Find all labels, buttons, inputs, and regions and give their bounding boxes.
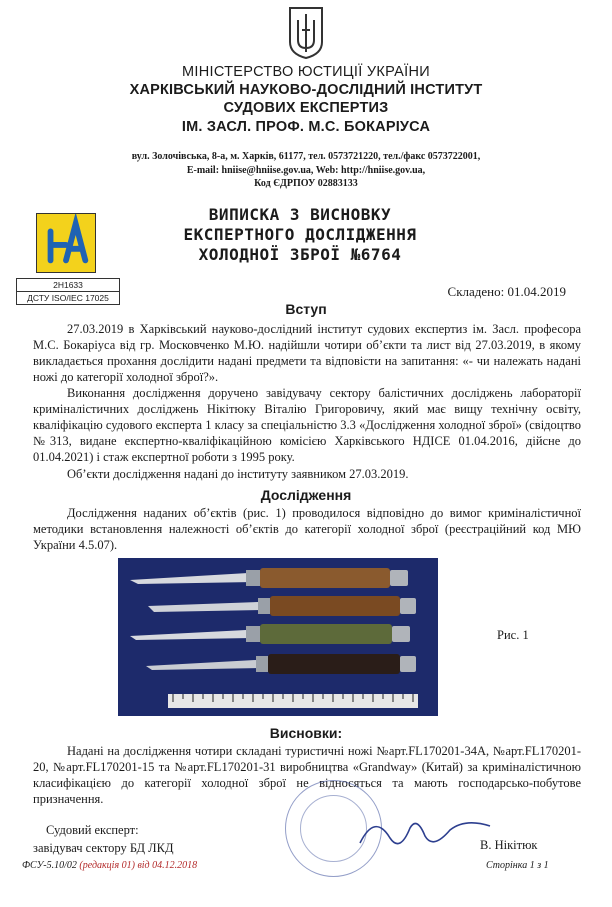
research-paragraph: Дослідження наданих об’єктів (рис. 1) проводилося відповідно до вимог криміналістичної методики встановлення належності об’єктів до категорії холодної зброї (реєстраційний код МЮ України 4.5.07). <box>33 506 581 552</box>
institute-name-line3: ІМ. ЗАСЛ. ПРОФ. М.С. БОКАРІУСА <box>181 119 431 135</box>
ruler-scale <box>168 694 418 708</box>
expert-name: В. Нікітюк <box>480 838 538 852</box>
form-date: від 04.12.2018 <box>137 860 198 871</box>
intro-paragraph-3: Об’єкти дослідження надані до інституту заявником 27.03.2019. <box>67 467 409 481</box>
accreditation-standard: ДСТУ ISO/IEC 17025 <box>27 293 109 303</box>
composed-date: Складено: 01.04.2019 <box>447 284 566 299</box>
contact-line: E-mail: hniise@hniise.gov.ua, Web: http://hniise.gov.ua, <box>186 165 426 176</box>
document-title-line1: ВИПИСКА З ВИСНОВКУ <box>208 205 392 224</box>
form-code <box>22 860 197 871</box>
page-number: Сторінка 1 з 1 <box>486 860 549 871</box>
accreditation-logo-icon <box>36 213 96 273</box>
form-code-number: ФСУ-5.10/02 <box>22 860 77 871</box>
expert-role-line2: завідувач сектору БД ЛКД <box>33 841 174 855</box>
expert-role-line1: Судовий експерт: <box>46 823 139 837</box>
document-title-line2: ЕКСПЕРТНОГО ДОСЛІДЖЕННЯ <box>183 225 417 244</box>
intro-heading: Вступ <box>285 301 327 317</box>
address-line: вул. Золочівська, 8-а, м. Харків, 61177, тел. 0573721220, тел./факс 0573722001, <box>131 151 481 162</box>
handwritten-signature-icon <box>355 808 495 858</box>
accreditation-number: 2Н1633 <box>17 279 119 292</box>
coat-of-arms-icon <box>288 6 324 60</box>
form-edition: (редакція 01) <box>79 860 135 871</box>
conclusions-heading: Висновки: <box>269 725 343 741</box>
edrpou-code: Код ЄДРПОУ 02883133 <box>254 178 358 189</box>
knives-photo <box>118 558 438 716</box>
figure-caption: Рис. 1 <box>497 628 529 642</box>
institute-name-line2: СУДОВИХ ЕКСПЕРТИЗ <box>223 100 389 116</box>
research-heading: Дослідження <box>260 487 352 503</box>
intro-paragraph-2: Виконання дослідження доручено завідувачу сектору балістичних досліджень лабораторії криміналістичних досліджень Нікітюку Віталію Григоровичу, який має вищу технічну освіту, кваліфікацію судового експерта 1 класу за спеціальністю 3.3 «Дослідження холодної зброї» (свідоцтво №313, видане експертно-кваліфікаційною комісією Харківського НДІСЕ 01.04.2016, дійсне до 01.04.2021) і стаж експертної роботи з 1995 року. <box>33 386 581 464</box>
ministry-name: МІНІСТЕРСТВО ЮСТИЦІЇ УКРАЇНИ <box>182 64 430 80</box>
conclusions-paragraph: Надані на дослідження чотири складані туристичні ножі №арт.FL170201-34А, №арт.FL170201-20, №арт.FL170201-15 та №арт.FL170201-31 виробництва «Grandway» (Китай) за криміналістичною класифікацією до категорії холодної зброї не відносяться та мають господарсько-побутове призначення. <box>33 744 581 806</box>
intro-paragraph-1: 27.03.2019 в Харківський науково-дослідний інститут судових експертиз ім. Засл. професора М.С. Бокаріуса від гр. Московченко М.Ю. надійшли чотири об’єкти та лист від 27.03.2019, в якому викладається прохання дослідити надані предмети та відповісти на запитання: «- чи належать надані ножі до категорії холодної зброї?». <box>33 322 581 384</box>
document-title-line3: ХОЛОДНОЇ ЗБРОЇ №6764 <box>198 245 402 264</box>
institute-name-line1: ХАРКІВСЬКИЙ НАУКОВО-ДОСЛІДНИЙ ІНСТИТУТ <box>129 82 483 98</box>
